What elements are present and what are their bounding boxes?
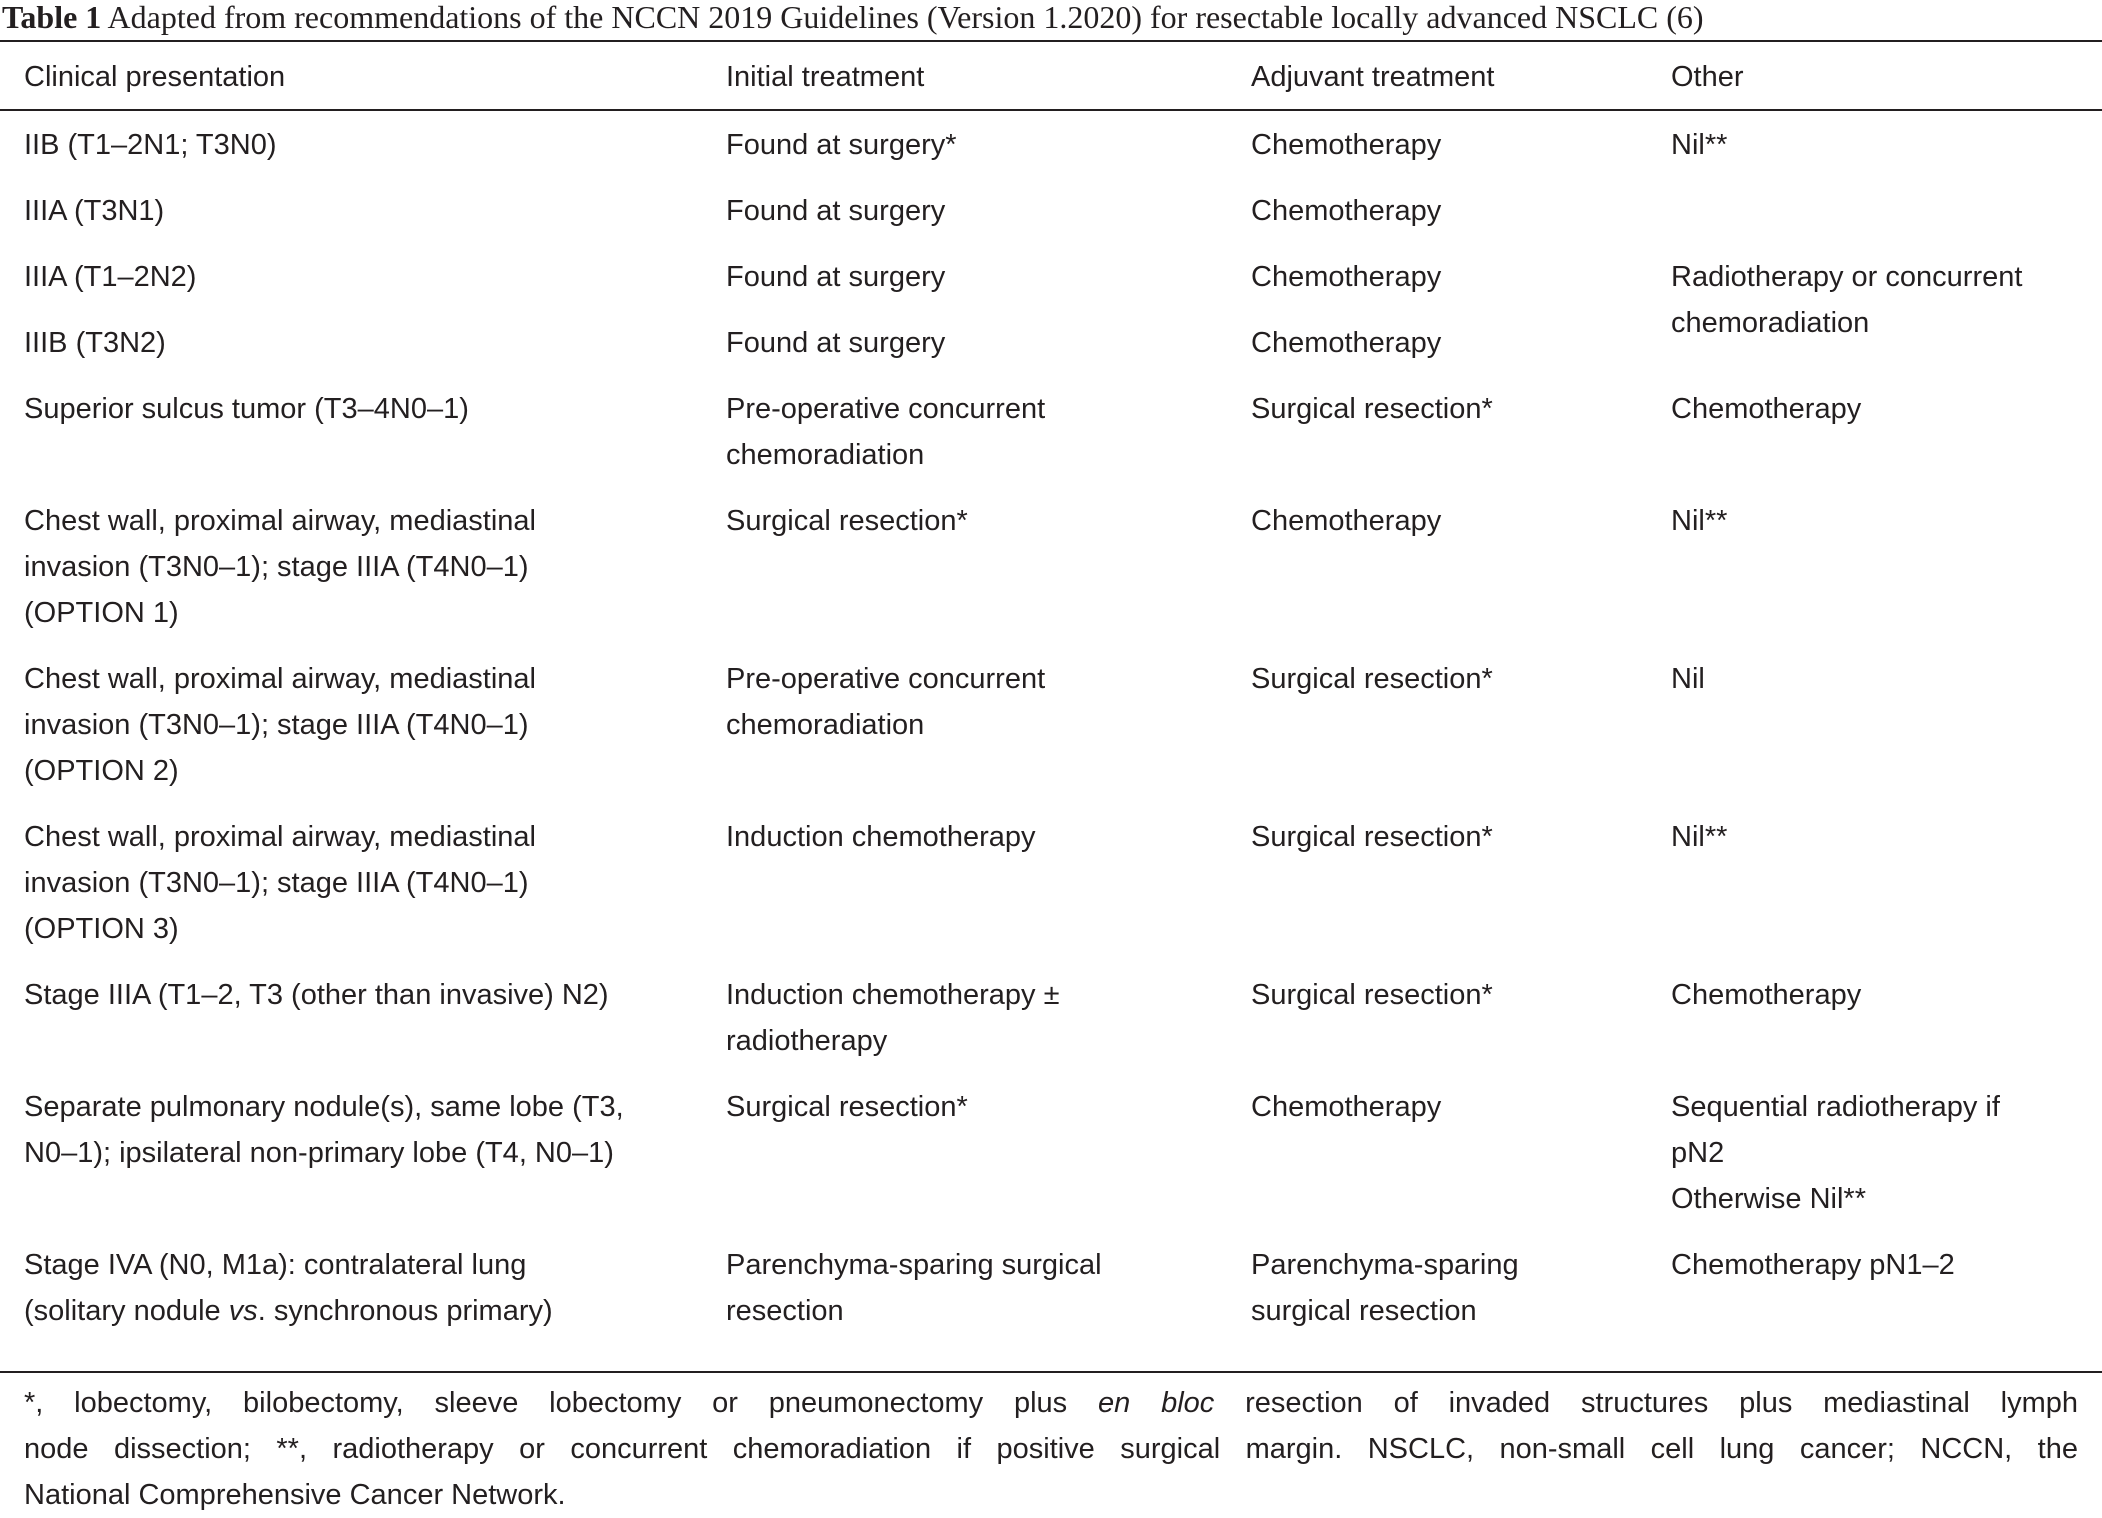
cell-text: (solitary nodule <box>24 1295 229 1327</box>
cell-line: invasion (T3N0–1); stage IIIA (T4N0–1) <box>24 867 529 899</box>
cell-line: chemoradiation <box>726 709 925 741</box>
adjuvant-treatment-cell <box>1251 1074 1671 1232</box>
adjuvant-treatment-cell <box>1251 962 1671 1074</box>
adjuvant-treatment-cell <box>1251 488 1671 646</box>
cell-line: N0–1); ipsilateral non-primary lobe (T4, N0–1) <box>24 1137 614 1169</box>
initial-treatment-cell <box>726 1232 1251 1344</box>
top-rule <box>0 40 2102 42</box>
clinical-presentation-cell <box>0 488 726 646</box>
cell-line: Surgical resection* <box>1251 979 1493 1011</box>
cell-line: radiotherapy <box>726 1025 888 1057</box>
table-row <box>0 376 2102 488</box>
bottom-rule <box>0 1371 2102 1373</box>
clinical-presentation-cell <box>0 804 726 962</box>
cell-line: Induction chemotherapy ± <box>726 979 1060 1011</box>
table-row <box>0 646 2102 804</box>
other-cell <box>1671 1232 2102 1344</box>
cell-line <box>24 1288 726 1334</box>
header-initial-treatment: Initial treatment <box>726 61 925 93</box>
cell-line: Chemotherapy pN1–2 <box>1671 1249 1955 1281</box>
footnote-text-b: resection of invaded structures plus mediastinal lymph <box>1214 1387 2079 1419</box>
footnote-italic: en bloc <box>1098 1387 1215 1419</box>
cell-line: Chemotherapy <box>1251 327 1442 359</box>
adjuvant-treatment-cell <box>1251 112 1671 178</box>
table-row <box>0 1232 2102 1344</box>
caption-label: Table 1 <box>2 0 102 35</box>
cell-line: Chest wall, proximal airway, mediastinal <box>24 505 536 537</box>
table-header <box>0 52 2102 102</box>
footnote-text-a: *, lobectomy, bilobectomy, sleeve lobectomy or pneumonectomy plus <box>24 1387 1098 1419</box>
cell-line: Separate pulmonary nodule(s), same lobe (T3, <box>24 1091 624 1123</box>
other-cell <box>1671 962 2102 1074</box>
cell-line: Chemotherapy <box>1671 979 1862 1011</box>
clinical-presentation-cell <box>0 376 726 488</box>
adjuvant-treatment-cell <box>1251 310 1671 376</box>
other-cell <box>1671 112 2102 178</box>
cell-line: Surgical resection* <box>1251 663 1493 695</box>
adjuvant-treatment-cell <box>1251 376 1671 488</box>
cell-line: invasion (T3N0–1); stage IIIA (T4N0–1) <box>24 551 529 583</box>
other-cell <box>1671 1074 2102 1232</box>
cell-text: . synchronous primary) <box>257 1295 553 1327</box>
cell-line: Found at surgery* <box>726 129 957 161</box>
cell-line: Surgical resection* <box>1251 821 1493 853</box>
header-clinical-presentation: Clinical presentation <box>24 61 286 93</box>
cell-line: IIB (T1–2N1; T3N0) <box>24 129 277 161</box>
clinical-presentation-cell <box>0 1232 726 1344</box>
clinical-presentation-cell <box>0 962 726 1074</box>
cell-line: Parenchyma-sparing <box>1251 1249 1519 1281</box>
cell-line: chemoradiation <box>726 439 925 471</box>
adjuvant-treatment-cell <box>1251 804 1671 962</box>
cell-line: chemoradiation <box>1671 307 1870 339</box>
header-rule <box>0 109 2102 111</box>
cell-line: Otherwise Nil** <box>1671 1183 1866 1215</box>
cell-line: Sequential radiotherapy if <box>1671 1091 2000 1123</box>
cell-italic: vs <box>228 1295 258 1327</box>
initial-treatment-cell <box>726 310 1251 376</box>
clinical-presentation-cell <box>0 244 726 310</box>
other-cell <box>1671 244 2102 376</box>
header-other: Other <box>1671 61 1744 93</box>
clinical-presentation-cell <box>0 1074 726 1232</box>
cell-line: pN2 <box>1671 1137 1725 1169</box>
cell-line: Parenchyma-sparing surgical <box>726 1249 1102 1281</box>
cell-line: Surgical resection* <box>726 505 968 537</box>
cell-line: Found at surgery <box>726 327 946 359</box>
cell-line: Chest wall, proximal airway, mediastinal <box>24 663 536 695</box>
table-body <box>0 112 2102 1344</box>
cell-line: Nil** <box>1671 129 1728 161</box>
initial-treatment-cell <box>726 112 1251 178</box>
cell-line: Nil** <box>1671 505 1728 537</box>
footnote-line-1 <box>24 1380 2078 1426</box>
adjuvant-treatment-cell <box>1251 178 1671 244</box>
other-cell <box>1671 804 2102 962</box>
table-row <box>0 804 2102 962</box>
caption-text: Adapted from recommendations of the NCCN 2019 Guidelines (Version 1.2020) for resectable locally advanced NSCLC (6) <box>107 0 1704 35</box>
cell-line: Pre-operative concurrent <box>726 393 1046 425</box>
cell-line: IIIB (T3N2) <box>24 327 166 359</box>
other-cell <box>1671 376 2102 488</box>
table-caption <box>2 0 2100 40</box>
cell-line: (OPTION 2) <box>24 755 179 787</box>
cell-line: Stage IIIA (T1–2, T3 (other than invasive) N2) <box>24 979 609 1011</box>
cell-line: invasion (T3N0–1); stage IIIA (T4N0–1) <box>24 709 529 741</box>
adjuvant-treatment-cell <box>1251 244 1671 310</box>
cell-line: Chemotherapy <box>1251 195 1442 227</box>
clinical-presentation-cell <box>0 178 726 244</box>
cell-line: Chemotherapy <box>1251 261 1442 293</box>
cell-line: Induction chemotherapy <box>726 821 1036 853</box>
cell-line: Stage IVA (N0, M1a): contralateral lung <box>24 1249 527 1281</box>
cell-line: IIIA (T1–2N2) <box>24 261 197 293</box>
table-footnote <box>24 1380 2078 1518</box>
initial-treatment-cell <box>726 376 1251 488</box>
clinical-presentation-cell <box>0 646 726 804</box>
initial-treatment-cell <box>726 178 1251 244</box>
cell-line: Nil <box>1671 663 1705 695</box>
table-row <box>0 244 2102 310</box>
cell-line: Chest wall, proximal airway, mediastinal <box>24 821 536 853</box>
cell-line: Superior sulcus tumor (T3–4N0–1) <box>24 393 469 425</box>
cell-line: Nil** <box>1671 821 1728 853</box>
clinical-presentation-cell <box>0 112 726 178</box>
footnote-line-3: National Comprehensive Cancer Network. <box>24 1479 566 1511</box>
header-adjuvant-treatment: Adjuvant treatment <box>1251 61 1495 93</box>
other-cell <box>1671 488 2102 646</box>
cell-line: (OPTION 1) <box>24 597 179 629</box>
treatment-table <box>0 112 2102 1344</box>
initial-treatment-cell <box>726 1074 1251 1232</box>
cell-line: surgical resection <box>1251 1295 1477 1327</box>
cell-line: IIIA (T3N1) <box>24 195 165 227</box>
table-row <box>0 178 2102 244</box>
cell-line: Chemotherapy <box>1251 129 1442 161</box>
cell-line: resection <box>726 1295 844 1327</box>
adjuvant-treatment-cell <box>1251 646 1671 804</box>
initial-treatment-cell <box>726 244 1251 310</box>
cell-line: Radiotherapy or concurrent <box>1671 261 2023 293</box>
cell-line: Chemotherapy <box>1671 393 1862 425</box>
cell-line: Pre-operative concurrent <box>726 663 1046 695</box>
table-row <box>0 488 2102 646</box>
footnote-line-2: node dissection; **, radiotherapy or concurrent chemoradiation if positive surgical margin. NSCLC, non-small cell lung cancer; NCCN, the <box>24 1433 2078 1465</box>
adjuvant-treatment-cell <box>1251 1232 1671 1344</box>
cell-line: Found at surgery <box>726 195 946 227</box>
clinical-presentation-cell <box>0 310 726 376</box>
cell-line: (OPTION 3) <box>24 913 179 945</box>
cell-line: Surgical resection* <box>726 1091 968 1123</box>
cell-line: Chemotherapy <box>1251 1091 1442 1123</box>
table-row <box>0 112 2102 178</box>
initial-treatment-cell <box>726 646 1251 804</box>
table-row <box>0 962 2102 1074</box>
other-cell <box>1671 646 2102 804</box>
table-row <box>0 1074 2102 1232</box>
cell-line: Chemotherapy <box>1251 505 1442 537</box>
initial-treatment-cell <box>726 962 1251 1074</box>
other-cell <box>1671 178 2102 244</box>
cell-line: Surgical resection* <box>1251 393 1493 425</box>
cell-line: Found at surgery <box>726 261 946 293</box>
initial-treatment-cell <box>726 488 1251 646</box>
initial-treatment-cell <box>726 804 1251 962</box>
